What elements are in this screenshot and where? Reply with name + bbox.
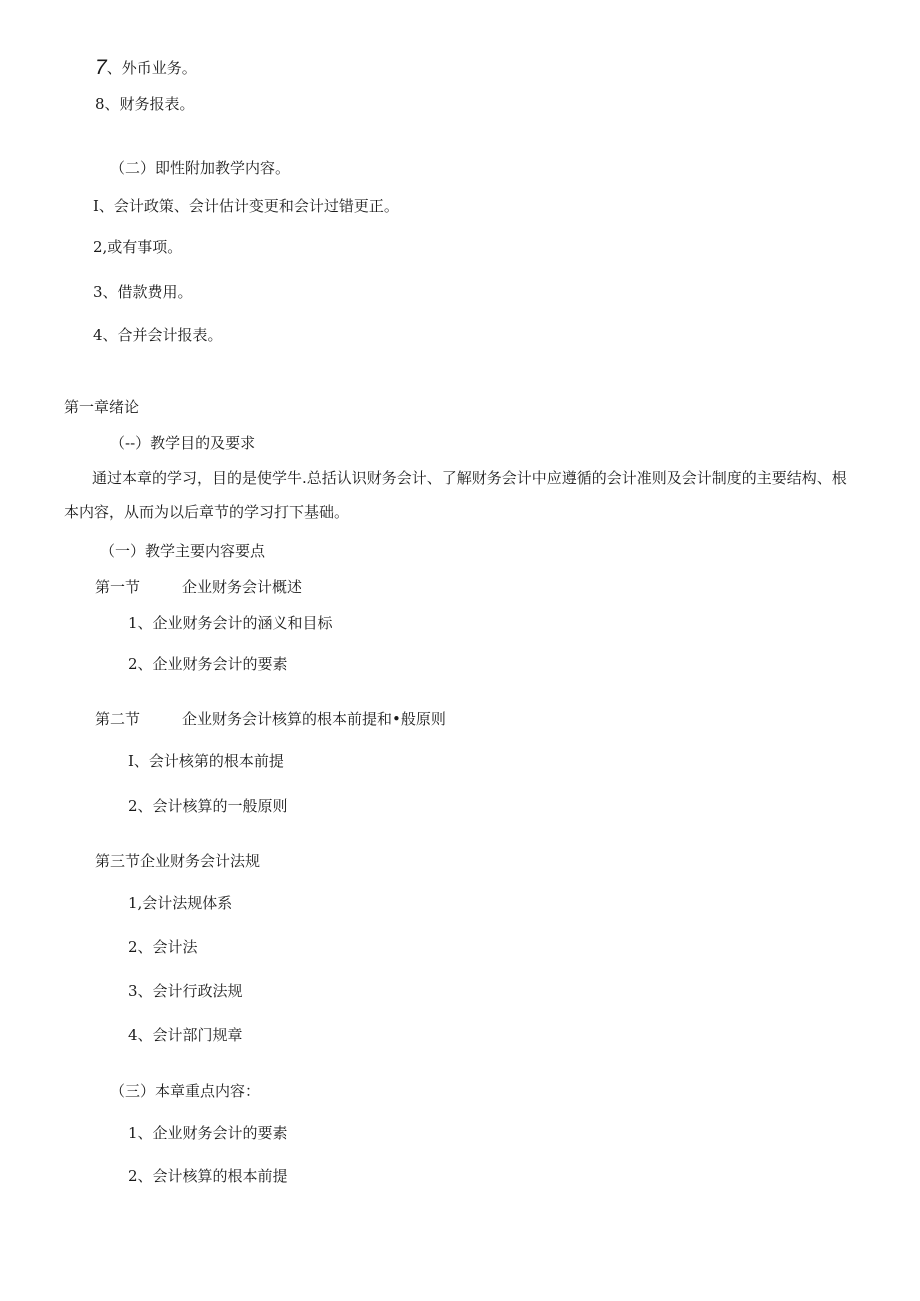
paragraph: 通过本章的学习，目的是使学牛.总括认识财务会计、了解财务会计中应遵循的会计准则及会计制度的主要结构、根本内容，从而为以后章节的学习打下基础。	[64, 469, 847, 521]
item-number: 7	[95, 56, 107, 79]
section-heading: （三）本章重点内容：	[110, 1082, 261, 1100]
list-item: 3、借款费用。	[93, 283, 193, 301]
subsection-heading	[95, 577, 302, 597]
list-item: 1,会计法规体系	[128, 894, 233, 912]
subsection-heading	[95, 709, 446, 729]
list-item: I、会计核第的根本前提	[128, 752, 284, 770]
list-item: 8、财务报表。	[95, 95, 195, 113]
section-heading: （二）即性附加教学内容。	[110, 159, 291, 177]
list-item: 3、会计行政法规	[128, 982, 243, 1000]
item-text: 、外币业务。	[106, 59, 197, 77]
section-heading: （--）教学目的及要求	[110, 434, 256, 452]
list-item: 2、会计核算的一般原则	[128, 797, 288, 815]
chapter-title: 第一章绪论	[64, 398, 140, 416]
section-label: 第二节	[95, 710, 141, 728]
list-item: 2,或有事项。	[93, 238, 183, 256]
list-item: 4、合并会计报表。	[93, 326, 223, 344]
list-item: I、会计政策、会计估计变更和会计过错更正。	[93, 197, 399, 215]
list-item: 1、企业财务会计的涵义和目标	[128, 614, 333, 632]
list-item: 2、会计核算的根本前提	[128, 1167, 288, 1185]
list-item: 2、企业财务会计的要素	[128, 655, 288, 673]
section-label: 第一节	[95, 578, 141, 596]
section-title: 企业财务会计核算的根本前提和•般原则	[182, 710, 446, 728]
section-title: 企业财务会计概述	[182, 578, 303, 596]
list-item: 4、会计部门规章	[128, 1026, 243, 1044]
list-item: 2、会计法	[128, 938, 198, 956]
list-item	[95, 58, 197, 78]
section-heading: （一）教学主要内容要点	[100, 542, 266, 560]
list-item: 1、企业财务会计的要素	[128, 1124, 288, 1142]
subsection-heading: 第三节企业财务会计法规	[95, 852, 261, 870]
